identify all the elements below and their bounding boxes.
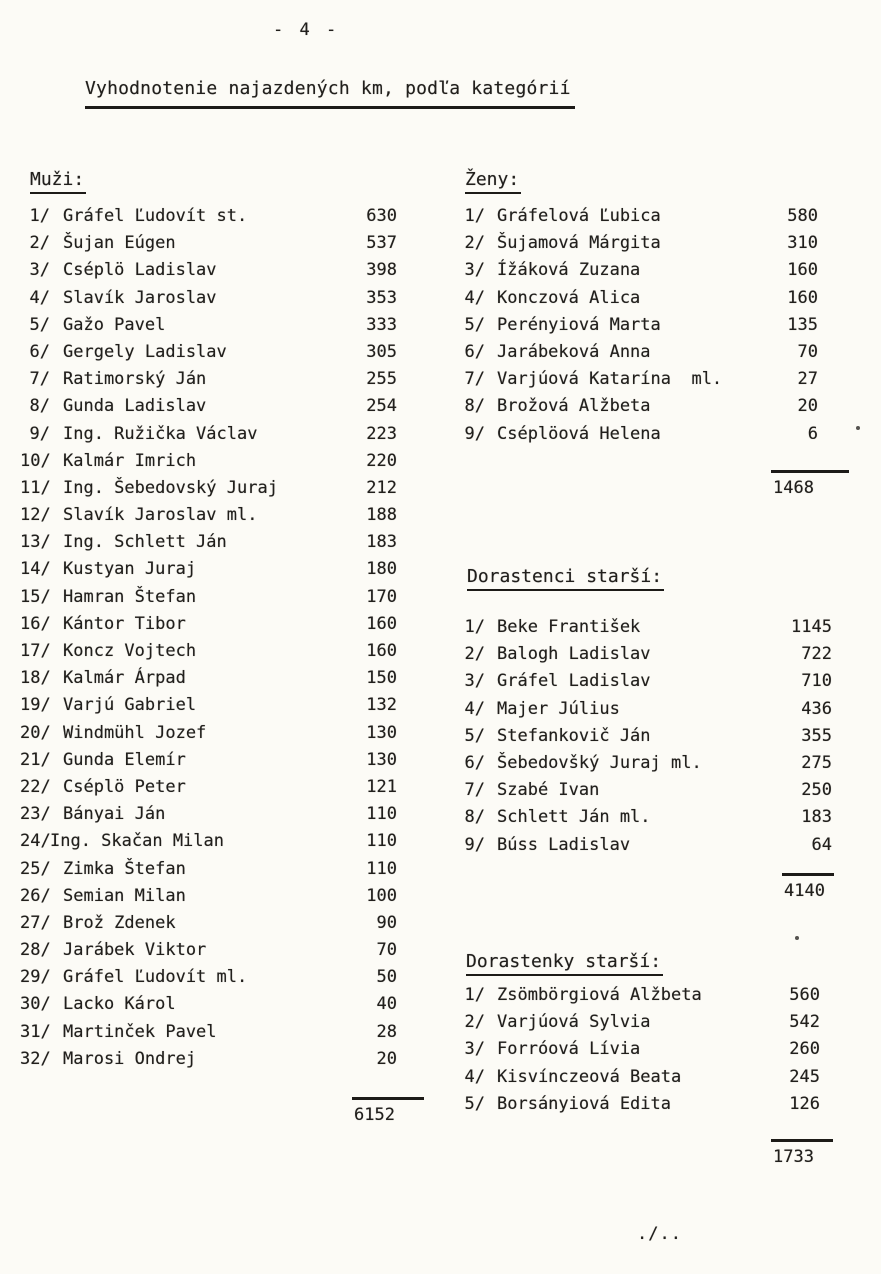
row-rank: 4/ [464,698,485,719]
row-rank: 2/ [464,644,485,665]
men-total [352,1097,424,1125]
section-women [465,169,521,194]
row-rank: 1/ [464,206,485,226]
row-name: Slavík Jaroslav ml. [63,505,258,526]
table-row [460,421,818,448]
table-row [20,257,397,284]
row-rank: 18/ [20,668,51,689]
row-rank: 4/ [29,287,50,308]
row-km: 183 [366,532,397,553]
row-name: Varjúová Sylvia [497,1012,651,1033]
scan-speck [856,426,860,430]
table-row [460,777,832,804]
row-rank: 24/ [20,831,51,852]
table-row [20,883,397,910]
row-rank: 4/ [464,1066,485,1087]
row-name: Schlett Ján ml. [497,807,651,828]
row-km: 305 [366,341,397,362]
table-row [20,203,397,230]
row-rank: 32/ [20,1048,51,1069]
total-rule [771,470,849,473]
row-name: Windmühl Jozef [63,722,207,743]
section-junior-boys [467,566,664,591]
table-row [20,529,397,556]
table-row [20,747,397,774]
row-rank: 6/ [464,752,485,773]
row-rank: 27/ [20,912,51,933]
row-rank: 6/ [464,341,485,362]
table-row [460,668,832,695]
row-name: Cséplö Ladislav [63,260,217,281]
row-name: Gráfel Ľudovít ml. [63,967,248,988]
table-row [20,448,397,475]
table-row [460,203,818,230]
table-row [460,366,818,393]
row-km: 130 [366,722,397,743]
row-km: 160 [787,287,818,308]
row-km: 20 [797,396,818,417]
table-row [20,964,397,991]
row-rank: 3/ [464,260,485,281]
row-rank: 26/ [20,885,51,906]
page-number: - 4 - [273,20,340,40]
row-name: Lacko Károl [63,994,176,1015]
total-rule [782,873,834,876]
row-name: Gráfel Ľudovít st. [63,206,248,226]
row-name: Koncz Vojtech [63,641,197,661]
row-km: 560 [789,985,820,1005]
table-row [460,641,832,668]
row-name: Kalmár Imrich [63,450,197,471]
table-row [460,1009,820,1036]
row-km: 27 [797,369,818,390]
row-rank: 11/ [20,477,51,498]
row-rank: 9/ [29,423,50,444]
row-km: 110 [366,804,397,825]
row-km: 436 [801,698,832,719]
row-name: Zsömbörgiová Alžbeta [497,985,702,1005]
row-name: Cséplö Peter [63,776,186,797]
table-row [20,421,397,448]
row-km: 398 [366,260,397,281]
row-name: Cséplöová Helena [497,423,661,444]
table-row [460,257,818,284]
row-km: 245 [789,1066,820,1087]
row-name: Zimka Štefan [63,858,186,879]
row-km: 310 [787,233,818,254]
row-km: 121 [366,776,397,797]
row-km: 1145 [791,617,832,637]
table-row [20,801,397,828]
junior-boys-heading: Dorastenci starší: [467,566,664,591]
row-km: 160 [366,641,397,661]
section-men [30,169,86,194]
junior-girls-total [771,1139,833,1167]
table-row [460,982,820,1009]
table-row [460,832,832,859]
table-row [460,804,832,831]
row-name: Slavík Jaroslav [63,287,217,308]
table-row [20,774,397,801]
row-rank: 10/ [20,450,51,471]
row-km: 710 [801,671,832,692]
table-row [460,1064,820,1091]
row-km: 64 [811,834,832,855]
row-rank: 16/ [20,613,51,634]
row-rank: 30/ [20,994,51,1015]
row-name: Šebedovšký Juraj ml. [497,752,702,773]
table-row [20,366,397,393]
row-rank: 9/ [464,834,485,855]
row-name: Ing. Skačan Milan [50,831,224,852]
row-rank: 3/ [464,671,485,692]
row-km: 150 [366,668,397,689]
row-km: 333 [366,314,397,335]
row-km: 537 [366,233,397,254]
row-km: 70 [376,940,397,961]
total-rule [352,1097,424,1100]
row-name: Balogh Ladislav [497,644,651,665]
table-row [460,750,832,777]
row-name: Szabé Ivan [497,780,600,801]
row-rank: 7/ [29,369,50,390]
row-km: 160 [366,613,397,634]
row-rank: 1/ [464,985,485,1005]
table-row [20,828,397,855]
table-row [460,1036,820,1063]
row-rank: 1/ [29,206,50,226]
row-rank: 3/ [29,260,50,281]
row-name: Kisvínczeová Beata [497,1066,682,1087]
table-row [460,285,818,312]
table-row [20,692,397,719]
row-km: 90 [376,912,397,933]
total-value: 1468 [773,478,814,498]
row-rank: 23/ [20,804,51,825]
row-rank: 14/ [20,559,51,580]
row-rank: 22/ [20,776,51,797]
table-row [20,991,397,1018]
row-km: 70 [797,341,818,362]
row-rank: 25/ [20,858,51,879]
row-km: 126 [789,1093,820,1114]
row-km: 20 [376,1048,397,1069]
row-rank: 31/ [20,1021,51,1042]
scan-speck [795,936,799,940]
row-name: Búss Ladislav [497,834,631,855]
section-junior-girls [466,951,663,976]
row-name: Jarábek Viktor [63,940,207,961]
row-km: 132 [366,695,397,716]
table-row [20,910,397,937]
women-heading: Ženy: [465,169,521,194]
table-row [20,475,397,502]
row-name: Kántor Tibor [63,613,186,634]
row-name: Gunda Ladislav [63,396,207,417]
table-row [20,393,397,420]
total-value: 6152 [354,1105,395,1125]
title-wrap [85,78,575,109]
row-name: Beke František [497,617,641,637]
row-rank: 5/ [29,314,50,335]
row-rank: 15/ [20,586,51,607]
table-row [460,723,832,750]
row-rank: 3/ [464,1039,485,1060]
row-km: 183 [801,807,832,828]
row-km: 260 [789,1039,820,1060]
row-rank: 5/ [464,314,485,335]
table-row [460,339,818,366]
row-name: Kustyan Juraj [63,559,197,580]
row-rank: 29/ [20,967,51,988]
row-name: Marosi Ondrej [63,1048,197,1069]
total-rule [771,1139,833,1142]
table-row [460,312,818,339]
table-row [20,1046,397,1073]
row-km: 180 [366,559,397,580]
row-rank: 9/ [464,423,485,444]
table-row [20,285,397,312]
row-km: 353 [366,287,397,308]
table-row [20,638,397,665]
row-name: Bányai Ján [63,804,166,825]
row-name: Brožová Alžbeta [497,396,651,417]
table-row [20,584,397,611]
row-km: 40 [376,994,397,1015]
table-row [20,611,397,638]
row-name: Gergely Ladislav [63,341,227,362]
junior-boys-list [460,614,832,859]
row-km: 28 [376,1021,397,1042]
row-rank: 21/ [20,749,51,770]
table-row [20,856,397,883]
junior-girls-list [460,982,820,1118]
row-rank: 8/ [464,807,485,828]
row-km: 275 [801,752,832,773]
row-name: Perényiová Marta [497,314,661,335]
table-row [20,230,397,257]
row-rank: 2/ [29,233,50,254]
row-name: Forróová Lívia [497,1039,641,1060]
row-rank: 7/ [464,369,485,390]
row-km: 160 [787,260,818,281]
row-km: 630 [366,206,397,226]
table-row [460,1091,820,1118]
junior-boys-total [782,873,834,901]
row-km: 722 [801,644,832,665]
junior-girls-heading: Dorastenky starší: [466,951,663,976]
row-name: Hamran Štefan [63,586,197,607]
row-rank: 13/ [20,532,51,553]
row-name: Ing. Šebedovský Juraj [63,477,278,498]
row-km: 135 [787,314,818,335]
row-rank: 7/ [464,780,485,801]
row-name: Ížáková Zuzana [497,260,641,281]
row-km: 355 [801,725,832,746]
row-name: Stefankovič Ján [497,725,651,746]
row-rank: 2/ [464,233,485,254]
row-rank: 6/ [29,341,50,362]
women-total [771,470,849,498]
row-rank: 8/ [464,396,485,417]
row-km: 250 [801,780,832,801]
row-name: Šujan Eúgen [63,233,176,254]
table-row [460,614,832,641]
men-list [20,203,397,1073]
row-name: Varjúová Katarína ml. [497,369,723,390]
row-name: Šujamová Márgita [497,233,661,254]
row-rank: 20/ [20,722,51,743]
row-km: 110 [366,858,397,879]
row-km: 110 [366,831,397,852]
row-name: Brož Zdenek [63,912,176,933]
total-value: 4140 [784,881,825,901]
row-rank: 17/ [20,641,51,661]
table-row [20,502,397,529]
row-rank: 5/ [464,1093,485,1114]
row-name: Kalmár Árpad [63,668,186,689]
page-title: Vyhodnotenie najazdených km, podľa kategórií [85,78,575,109]
table-row [460,393,818,420]
row-name: Gráfelová Ľubica [497,206,661,226]
row-name: Ing. Schlett Ján [63,532,227,553]
row-km: 223 [366,423,397,444]
row-km: 255 [366,369,397,390]
row-name: Varjú Gabriel [63,695,197,716]
row-name: Majer Július [497,698,620,719]
table-row [460,230,818,257]
table-row [20,312,397,339]
women-list [460,203,818,448]
men-heading: Muži: [30,169,86,194]
row-name: Ing. Ružička Václav [63,423,258,444]
row-rank: 2/ [464,1012,485,1033]
row-rank: 28/ [20,940,51,961]
row-name: Borsányiová Edita [497,1093,671,1114]
row-name: Gunda Elemír [63,749,186,770]
table-row [460,696,832,723]
row-name: Semian Milan [63,885,186,906]
table-row [20,339,397,366]
row-km: 580 [787,206,818,226]
row-rank: 5/ [464,725,485,746]
row-km: 188 [366,505,397,526]
row-rank: 4/ [464,287,485,308]
table-row [20,1019,397,1046]
table-row [20,937,397,964]
continuation-mark: ./.. [637,1224,682,1244]
row-name: Gráfel Ladislav [497,671,651,692]
row-km: 170 [366,586,397,607]
row-name: Konczová Alica [497,287,641,308]
row-km: 220 [366,450,397,471]
row-rank: 12/ [20,505,51,526]
total-value: 1733 [773,1147,814,1167]
row-km: 254 [366,396,397,417]
row-rank: 8/ [29,396,50,417]
row-rank: 19/ [20,695,51,716]
row-rank: 1/ [464,617,485,637]
row-km: 130 [366,749,397,770]
row-km: 212 [366,477,397,498]
row-name: Jarábeková Anna [497,341,651,362]
row-km: 50 [376,967,397,988]
row-name: Ratimorský Ján [63,369,207,390]
row-km: 100 [366,885,397,906]
table-row [20,556,397,583]
table-row [20,720,397,747]
row-name: Gažo Pavel [63,314,166,335]
row-name: Martinček Pavel [63,1021,217,1042]
table-row [20,665,397,692]
row-km: 542 [789,1012,820,1033]
row-km: 6 [807,423,818,444]
